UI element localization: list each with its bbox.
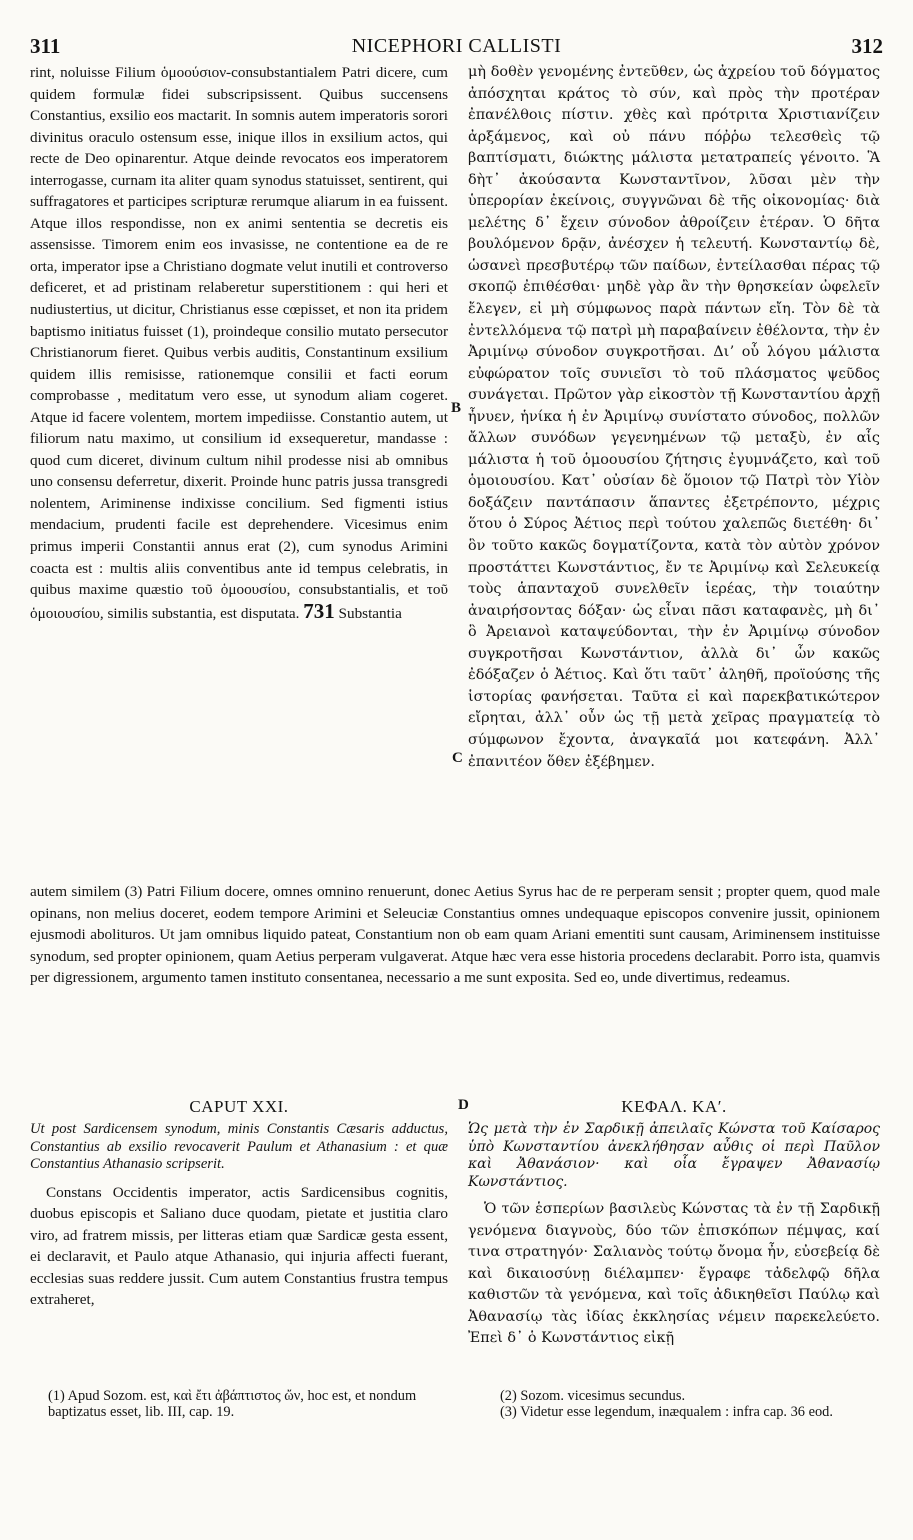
latin-column-top xyxy=(30,62,448,624)
page-number-left: 311 xyxy=(30,34,61,58)
latin-chapter-title: CAPUT XXI. xyxy=(189,1097,289,1116)
latin-text-full: autem similem (3) Patri Filium docere, omnes omnino renuerunt, donec Aetius Syrus hac de re perperam sensit ; propter quem, quod male opinans, non melius doceret, eodem tempore Arimini et Seleuciæ Constantius omnes undequaque episcopos convenire jussit, opinionem ejusmodi abolituros. Ut jam omnibus liquido pateat, Constantium non ob eam quam Ariani ementiti sunt causam, Ariminensem instituisse synodum, sed propter opinionem, quam Aetius perperam vulgaverat. Atque hæc vera esse historia procedens declarabit. Porro ista, quamvis per digressionem, argumento tamen instituto consentanea, necessario a me sunt exposita. Sed eo, unde divertimus, redeamus. xyxy=(30,883,880,987)
greek-chapter-body: Ὁ τῶν ἑσπερίων βασιλεὺς Κώνστας τὰ ἐν τῇ Σαρδικῇ γενόμενα διαγνοὺς, δύο τῶν ἐπισκόπων πέμψας, καί τινα στρατηγόν· Σαλιανὸς τούτῳ ὄνομα ἦν, εὐσεβείᾳ δὲ καὶ δικαιοσύνῃ διέλαμπεν· ἔγραφε τἀδελφῷ δῆλα καθιστῶν τὰ γενόμενα, καὶ τοῖς ἀδικηθεῖσι Παύλῳ καὶ Ἀθανασίῳ τὰς ἰδίας ἐκκλησίας νέμειν παρεκελεύετο. Ἐπεὶ δ᾽ ὁ Κωνστάντιος εἰκῇ xyxy=(468,1201,880,1347)
footnotes-left xyxy=(48,1388,448,1420)
footnote-2: (2) Sozom. vicesimus secundus. xyxy=(500,1388,686,1404)
running-header xyxy=(30,34,883,60)
greek-chapter-summary: Ὡς μετὰ τὴν ἐν Σαρδικῇ ἀπειλαῖς Κώνστα τοῦ Καίσαρος ὑπὸ Κωνσταντίου ἀνεκλήθησαν αὖθις οἱ περὶ Παῦλον καὶ Ἀθανάσιον· καὶ οἷα ἔγραψεν Ἀθανασίῳ Κωνστάντιος. xyxy=(468,1121,880,1190)
page-number-right: 312 xyxy=(851,34,883,58)
latin-full-width xyxy=(30,881,880,989)
margin-letter-d: D xyxy=(458,1097,469,1113)
greek-text-top: μὴ δοθὲν γενομένης ἐντεῦθεν, ὡς ἀχρείου τοῦ δόγματος ἀπόσχηται κράτος τὸ σύν, καὶ πρὸς τὴν προτέραν ἐπανέλθοις πίστιν. χθὲς καὶ πρότριτα Χριστιανίζειν ἀρξάμενος, καὶ οὐ πάνυ πόῤῥω τελεσθεὶς τῷ βαπτίσματι, διώκτης μάλιστα μετατραπείς γένοιτο. Ἃ δὴτ᾽ ἀκούσαντα Κωνσταντῖνον, λῦσαι μὲν τὴν ὑπερορίαν ἐκείνοις, συγγνῶναι δὲ τῆς οἰκονομίας· διὰ μελέτης δ᾽ ἔχειν σύνοδον ἀθροίζειν ἑτέραν. Ὁ δῆτα βουλόμενον δρᾷν, ἀνέσχεν ἡ τελευτή. Κωνσταντίῳ δὲ, ὡσανεὶ πρεσβυτέρῳ τῶν παίδων, ἐντείλασθαι πέρας τῷ σκοπῷ ἐπιθέσθαι· μηδὲ γὰρ ἂν τὴν θρησκείαν ὠφελεῖν ἔλεγεν, εἰ μὴ σύμφωνος παρὰ πάντων εἴη. Τὸν δὲ τὰ ἐντελλόμενα τῷ πατρὶ μὴ παραβαίνειν ἐθέλοντα, τὴν ἐν Ἀριμίνῳ σύνοδον συγκροτῆσαι. Διʼ οὗ λόγου μάλιστα εὐφώρατον τοῖς συνιεῖσι τὸ τοῦ πλάσματος ψεῦδος συνάγεται. Πρῶτον γὰρ εἰκοστὸν τῇ Κωνσταντίου ἀρχῇ ἦνυεν, ἡνίκα ἡ ἐν Ἀριμίνῳ συνίστατο σύνοδος, πολλῶν ἄλλων συνόδων γεγενημένων τῷ μεταξὺ, ἐν αἷς μάλιστα ἡ τοῦ ὁμοουσίου ζήτησις ἐγυμνάζετο, καὶ τοῦ ὁμοιουσίου. Κατ᾽ οὐσίαν δὲ ὅμοιον τῷ Πατρὶ τὸν Υἱὸν δοξάζειν παντάπασιν ἅπαντες ἐξετρέποντο, μέχρις ὅτου ὁ Σύρος Ἀέτιος περὶ τούτου χαλεπῶς διετέθη· δι᾽ ὃν τοῦτο κακῶς δογματίζοντα, κατὰ τὸν αὐτὸν χρόνον προστάττει Κωνστάντιος, ἔν τε Ἀριμίνῳ καὶ Σελευκείᾳ τοὺς ἁπανταχοῦ συνελθεῖν ἱερέας, τὴν τοιαύτην ἀναιρήσοντας δόξαν· ὡς εἶναι πᾶσι καταφανὲς, μὴ δι᾽ ὃ Ἀρειανοὶ καταψεύδονται, τὴν ἐν Ἀριμίνῳ σύνοδον συγκροτῆσαι Κωνστάντιον, ἀλλὰ δι᾽ ὧν κακῶς ἐδόξαζεν ὁ Ἀέτιος. Καὶ ὅτι ταῦτ᾽ ἀληθῆ, προϊούσης τῆς ἱστορίας φανήσεται. Ταῦτα εἰ καὶ παρεκβατικώτερον εἴρηται, ἀλλ᾽ οὖν ὡς τῇ μετὰ χεῖρας πραγματείᾳ τὸ σύμφωνον ἔχοντα, ἀναγκαῖά μοι κατεφάνη. Ἀλλ᾽ ἐπανιτέον ὅθεν ἐξέβημεν. xyxy=(468,64,880,770)
migne-column-number: 731 xyxy=(303,598,335,623)
running-title: NICEPHORI CALLISTI xyxy=(351,35,562,57)
greek-chapter xyxy=(468,1097,880,1350)
footnote-1: (1) Apud Sozom. est, καὶ ἔτι ἀβάπτιστος ὤν, hoc est, et nondum baptizatus esset, lib. III, cap. 19. xyxy=(48,1388,417,1420)
footnotes-right xyxy=(500,1388,880,1420)
latin-chapter xyxy=(30,1097,448,1311)
greek-chapter-title: ΚΕΦΑΛ. ΚΑʹ. xyxy=(621,1097,727,1116)
latin-text-top: rint, noluisse Filium ὁμοούσιον-consubstantialem Patri dicere, cum quidem formulæ fidei subscripsissent. Quibus succensens Constantius, exsilio eos mactarit. In somnis autem imperatoris sorori divinitus oraculo ostensum esse, inique illos in exsilium actos, qui recte de Deo opinarentur. Atque deinde revocatos eos imperatorem interrogasse, curnam ita aliter quam synodus statuisset, sentirent, qui suffragatores et participes scripturæ rerumque aliarum in ea fuissent. Atque illos respondisse, non ex animi sententia se decretis eis assensisse. Timorem enim eos invasisse, ne contentione ea de re orta, imperator ipse a Christiano dogmate velut inutili et controverso deficeret, et ad pristinam relaberetur superstitionem : qui heri et nudiustertius, ut dicitur, Christianus esse cœpisset, et non ita pridem baptismo initiatus fuisset (1), proindeque consilio mutato persecutor Christianorum fieret. Quibus verbis auditis, Constantinum exsilium quidem illis remisisse, rationemque consilii et facti eorum comprobasse , meditatum vero esse, ut synodum aliam cogeret. Atque id facere volentem, mortem impediisse. Constantio autem, ut filiorum natu maximo, ut consilium id exsequeretur, mandasse : quod cum diceret, divinum cultum nihil prodesse nisi ab omnibus uno consensu deferretur, dixerit. Proinde hunc patris jussa transgredi nolentem, Ariminense indixisse concilium. Sed figmenti istius mendacium, prudenti facile est deprehendere. Vicesimus enim primus imperii Constantii annus erat (2), cum synodus Arimini coacta est : multis aliis conventibus ante id tempus celebratis, in quibus maxime quæstio τοῦ ὁμοουσίου, consubstantialis, et τοῦ ὁμοιουσίου, similis substantia, est disputata. 731 Substantia xyxy=(30,64,448,623)
margin-letter-b: B xyxy=(451,400,462,416)
latin-chapter-summary: Ut post Sardicensem synodum, minis Constantis Cæsaris adductus, Constantius ab exsilio revocaverit Paulum et Athanasium : et quæ Constantius Athanasio scripserit. xyxy=(30,1121,448,1172)
latin-chapter-body: Constans Occidentis imperator, actis Sardicensibus cognitis, duobus episcopis et Saliano duce quodam, pietate et justitia claro viro, ad fratrem missis, per litteras etiam quæ Sardicæ gesta essent, ei declaravit, et Paulo atque Athanasio, qui injuria affecti fuerant, ecclesias suas reddere jussit. Cum autem Constantius frustra tempus extraheret, xyxy=(30,1183,448,1309)
margin-letter-c: C xyxy=(452,750,463,766)
greek-column-top xyxy=(468,62,880,773)
footnote-3: (3) Videtur esse legendum, inæqualem : infra cap. 36 eod. xyxy=(500,1404,833,1420)
